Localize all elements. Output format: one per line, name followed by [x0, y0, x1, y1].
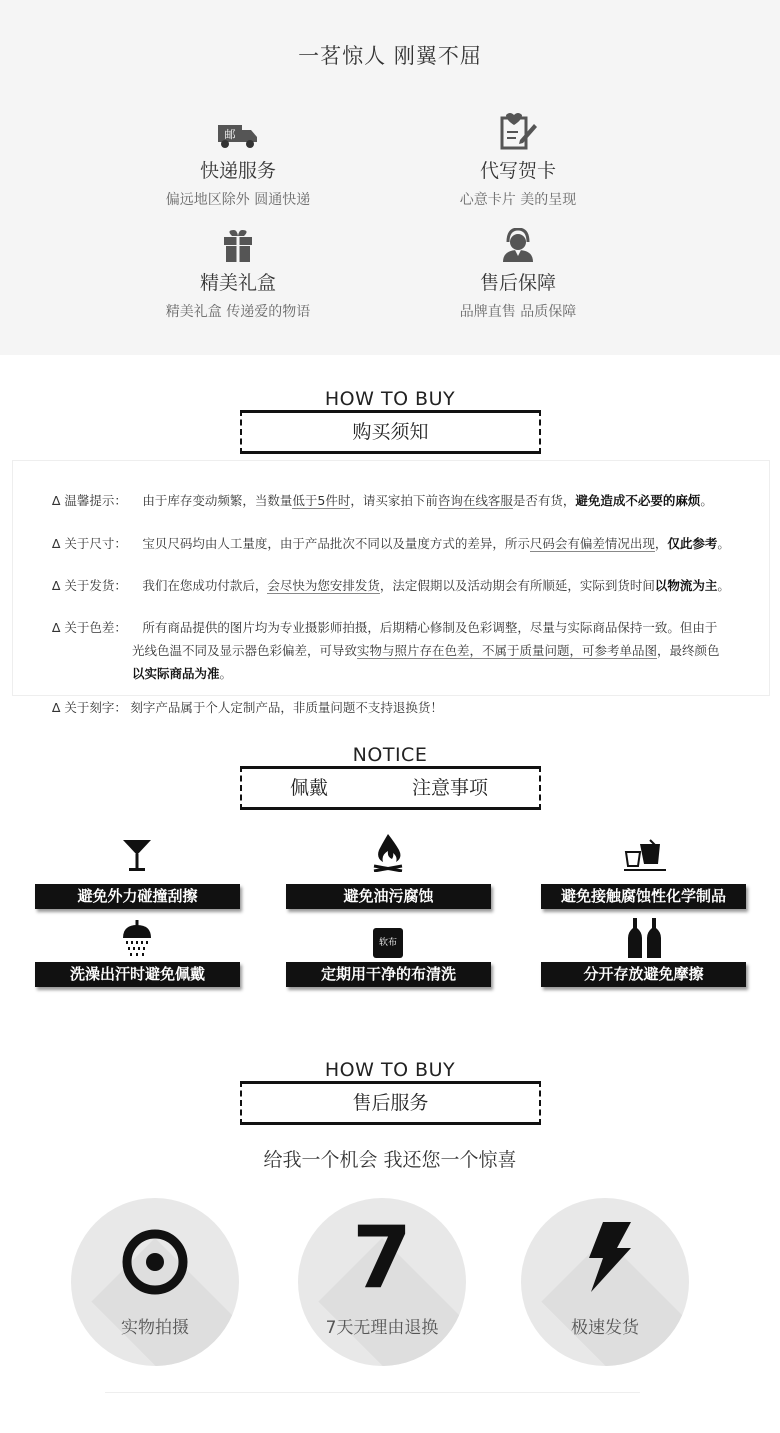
customer-service-icon — [388, 222, 648, 262]
target-icon — [121, 1228, 189, 1300]
triangle-icon: ∆ — [52, 536, 61, 551]
greeting-card-icon — [388, 110, 648, 150]
bottom-divider — [105, 1392, 640, 1393]
guarantee-label: 实物拍摄 — [121, 1318, 189, 1338]
after-header-cn: 售后服务 — [240, 1081, 541, 1125]
delivery-truck-icon — [108, 110, 368, 150]
note-shipping: ∆ 关于发货： 我们在您成功付款后，会尽快为您安排发货，法定假期以及活动期会有所顺延，实际到货时间以物流为主。 — [52, 574, 730, 597]
notice-header-right: 注意事项 — [412, 777, 489, 799]
notice-header-en: NOTICE — [352, 744, 428, 766]
notice-store-separately: 分开存放避免摩擦 — [541, 962, 746, 987]
after-header-en: HOW TO BUY — [324, 1059, 456, 1081]
note-engraving: ∆ 关于刻字： 刻字产品属于个人定制产品，非质量问题不支持退换货！ — [52, 696, 443, 719]
feature-title: 代写贺卡 — [479, 160, 556, 182]
note-label: 关于尺寸： — [64, 536, 127, 551]
triangle-icon: ∆ — [52, 700, 61, 715]
buy-header-cn: 购买须知 — [240, 410, 541, 454]
note-tip: ∆ 温馨提示： 由于库存变动频繁，当数量低于5件时，请买家拍下前咨询在线客服是否有货，避免造成不必要的麻烦。 — [52, 489, 713, 512]
note-label: 关于刻字： — [64, 700, 127, 715]
triangle-icon: ∆ — [52, 578, 61, 593]
notice-header-left: 佩戴 — [290, 777, 329, 799]
feature-subtitle: 精美礼盒 传递爱的物语 — [165, 304, 311, 320]
lightning-icon — [583, 1222, 633, 1296]
notice-clean-cloth: 定期用干净的布清洗 — [286, 962, 491, 987]
note-label: 温馨提示： — [64, 493, 127, 508]
note-color: ∆ 关于色差： 所有商品提供的图片均为专业摄影师拍摄，后期精心修制及色彩调整，尽量与实际商品保持一致。但由于 光线色温不同及显示器色彩偏差，可导致实物与照片存在色差，不属于质量问题，可参考单品图，最终颜色 以实际商品为准。 — [52, 616, 742, 685]
triangle-icon: ∆ — [52, 620, 61, 635]
cocktail-glass-icon — [32, 832, 242, 872]
feature-subtitle: 心意卡片 美的呈现 — [459, 192, 577, 208]
notice-avoid-shower: 洗澡出汗时避免佩戴 — [35, 962, 240, 987]
chemical-cups-icon — [540, 832, 750, 872]
notice-header-cn — [240, 766, 541, 810]
note-size: ∆ 关于尺寸： 宝贝尺码均由人工量度，由于产品批次不同以及量度方式的差异，所示尺码会有偏差情况出现，仅此参考。 — [52, 532, 730, 555]
after-slogan: 给我一个机会 我还您一个惊喜 — [263, 1149, 517, 1171]
notice-avoid-chemicals: 避免接触腐蚀性化学制品 — [541, 884, 746, 909]
notice-avoid-impact: 避免外力碰撞刮擦 — [35, 884, 240, 909]
triangle-icon: ∆ — [52, 493, 61, 508]
guarantee-label: 7天无理由退换 — [325, 1318, 439, 1338]
brand-slogan: 一茗惊人 刚翼不屈 — [298, 44, 482, 68]
guarantee-label: 极速发货 — [571, 1318, 639, 1338]
feature-greeting-card — [388, 110, 648, 209]
gift-box-icon — [108, 222, 368, 262]
fire-icon — [283, 832, 493, 872]
feature-delivery — [108, 110, 368, 209]
feature-subtitle: 偏远地区除外 圆通快递 — [165, 192, 311, 208]
seven-icon: 7 — [352, 1208, 412, 1308]
soft-cloth-label: 软布 — [373, 928, 403, 958]
guarantee-fast-shipping — [521, 1198, 689, 1366]
feature-title: 精美礼盒 — [199, 272, 276, 294]
note-label: 关于发货： — [64, 578, 127, 593]
feature-title: 快递服务 — [199, 160, 276, 182]
note-label: 关于色差： — [64, 620, 127, 635]
feature-title: 售后保障 — [479, 272, 556, 294]
soft-cloth-icon — [283, 918, 493, 958]
buy-header-en: HOW TO BUY — [324, 388, 456, 410]
feature-after-sales — [388, 222, 648, 321]
feature-subtitle: 品牌直售 品质保障 — [459, 304, 577, 320]
bottles-icon — [540, 918, 750, 958]
shower-icon — [32, 918, 242, 958]
feature-gift-box — [108, 222, 368, 321]
delivery-icon-text: 邮 — [224, 128, 236, 141]
notice-avoid-oil: 避免油污腐蚀 — [286, 884, 491, 909]
guarantee-seven-day — [298, 1198, 466, 1366]
guarantee-real-photo — [71, 1198, 239, 1366]
